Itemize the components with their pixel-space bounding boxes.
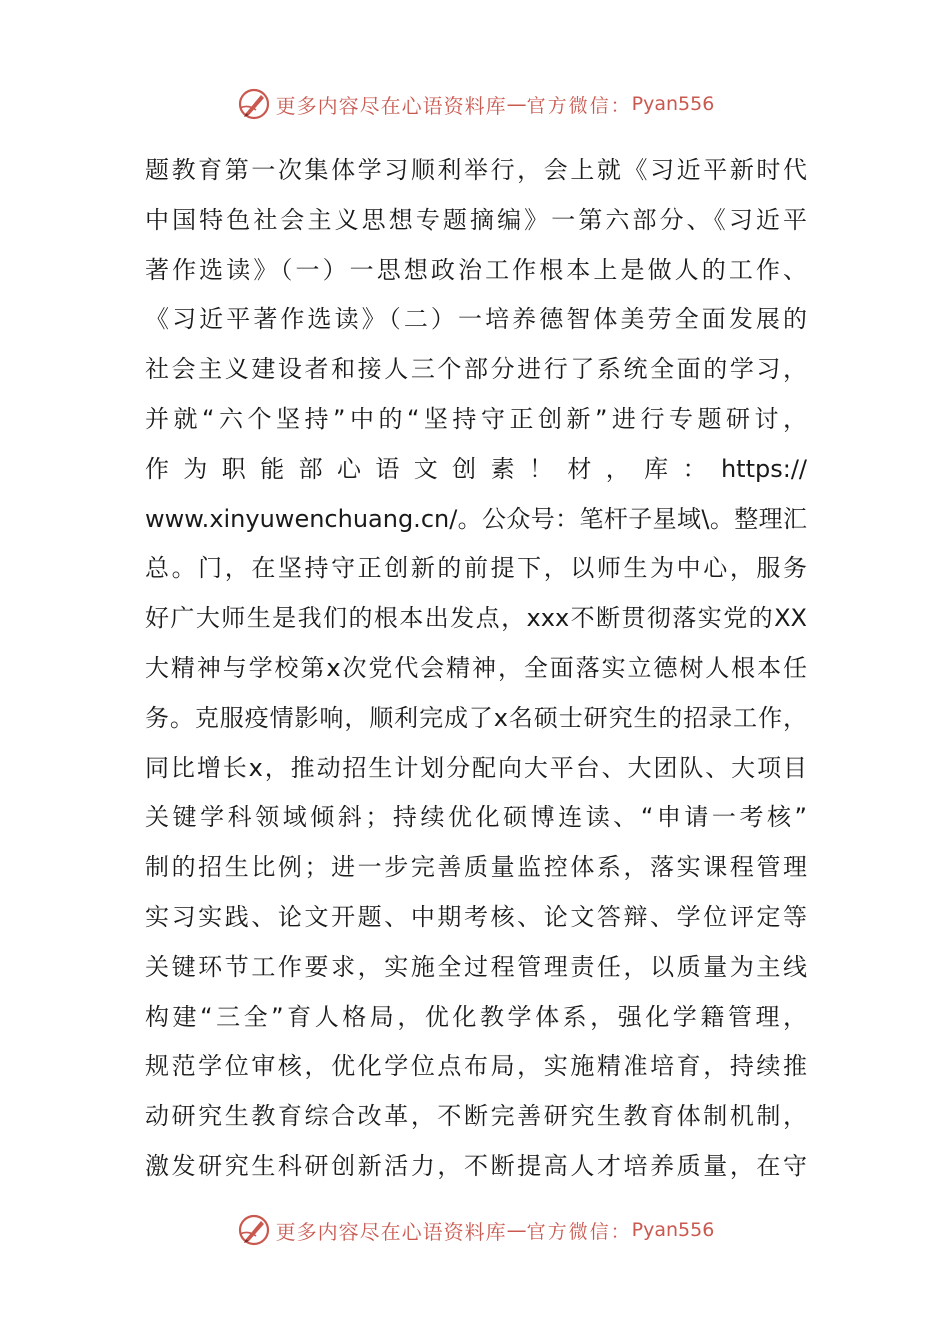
pen-nib-circle-icon	[236, 86, 272, 122]
footer-banner	[0, 1210, 950, 1250]
footer-slogan: 更多内容尽在心语资料库	[275, 1219, 507, 1244]
body-line: 中国特色社会主义思想专题摘编》一第六部分、《习近平	[145, 205, 807, 234]
body-line: 制的招生比例；进一步完善质量监控体系，落实课程管理	[145, 853, 807, 882]
body-line: 大精神与学校第x次党代会精神，全面落实立德树人根本任	[145, 653, 807, 682]
header-wechat-id: Pyan556	[631, 93, 715, 115]
body-line: 社会主义建设者和接人三个部分进行了系统全面的学习，	[145, 355, 807, 384]
body-line: 《习近平著作选读》（二）一培养德智体美劳全面发展的	[145, 305, 807, 334]
body-line: 规范学位审核，优化学位点布局，实施精准培育，持续推	[145, 1052, 807, 1081]
body-line: 实习实践、论文开题、中期考核、论文答辩、学位评定等	[145, 902, 807, 931]
body-line: 务。克服疫情影响，顺利完成了x名硕士研究生的招录工作，	[145, 703, 807, 732]
body-line: 好广大师生是我们的根本出发点，xxx不断贯彻落实党的XX	[145, 604, 807, 633]
header-banner	[0, 84, 950, 124]
body-line: 动研究生教育综合改革，不断完善研究生教育体制机制，	[145, 1102, 807, 1131]
body-line: 关键学科领域倾斜；持续优化硕博连读、“申请一考核”	[145, 803, 807, 832]
body-line: 题教育第一次集体学习顺利举行，会上就《习近平新时代	[145, 156, 807, 184]
footer-wechat-label: 官方微信：	[526, 1220, 632, 1243]
body-line: 总。门，在坚持守正创新的前提下，以师生为中心，服务	[145, 554, 807, 583]
body-line: www.xinyuwenchuang.cn/。公众号：笔杆子星域\。整理汇	[145, 504, 807, 533]
header-separator: —	[506, 92, 527, 116]
body-line: 著作选读》（一）一思想政治工作根本上是做人的工作、	[145, 255, 807, 284]
header-slogan: 更多内容尽在心语资料库	[275, 93, 507, 118]
body-text	[145, 146, 807, 1192]
footer-wechat-id: Pyan556	[631, 1219, 715, 1241]
footer-separator: —	[506, 1218, 527, 1242]
body-line: 并就“六个坚持”中的“坚持守正创新”进行专题研讨，	[145, 404, 807, 433]
body-line: 构建“三全”育人格局，优化教学体系，强化学籍管理，	[145, 1002, 807, 1031]
body-line: 作为职能部心语文创素！材，库：https://	[145, 454, 807, 483]
body-line: 关键环节工作要求，实施全过程管理责任，以质量为主线	[145, 952, 807, 981]
body-line: 同比增长x，推动招生计划分配向大平台、大团队、大项目	[145, 753, 807, 782]
pen-nib-circle-icon	[236, 1212, 272, 1248]
body-line: 激发研究生科研创新活力，不断提高人才培养质量，在守	[145, 1151, 807, 1180]
header-wechat-label: 官方微信：	[526, 94, 632, 117]
